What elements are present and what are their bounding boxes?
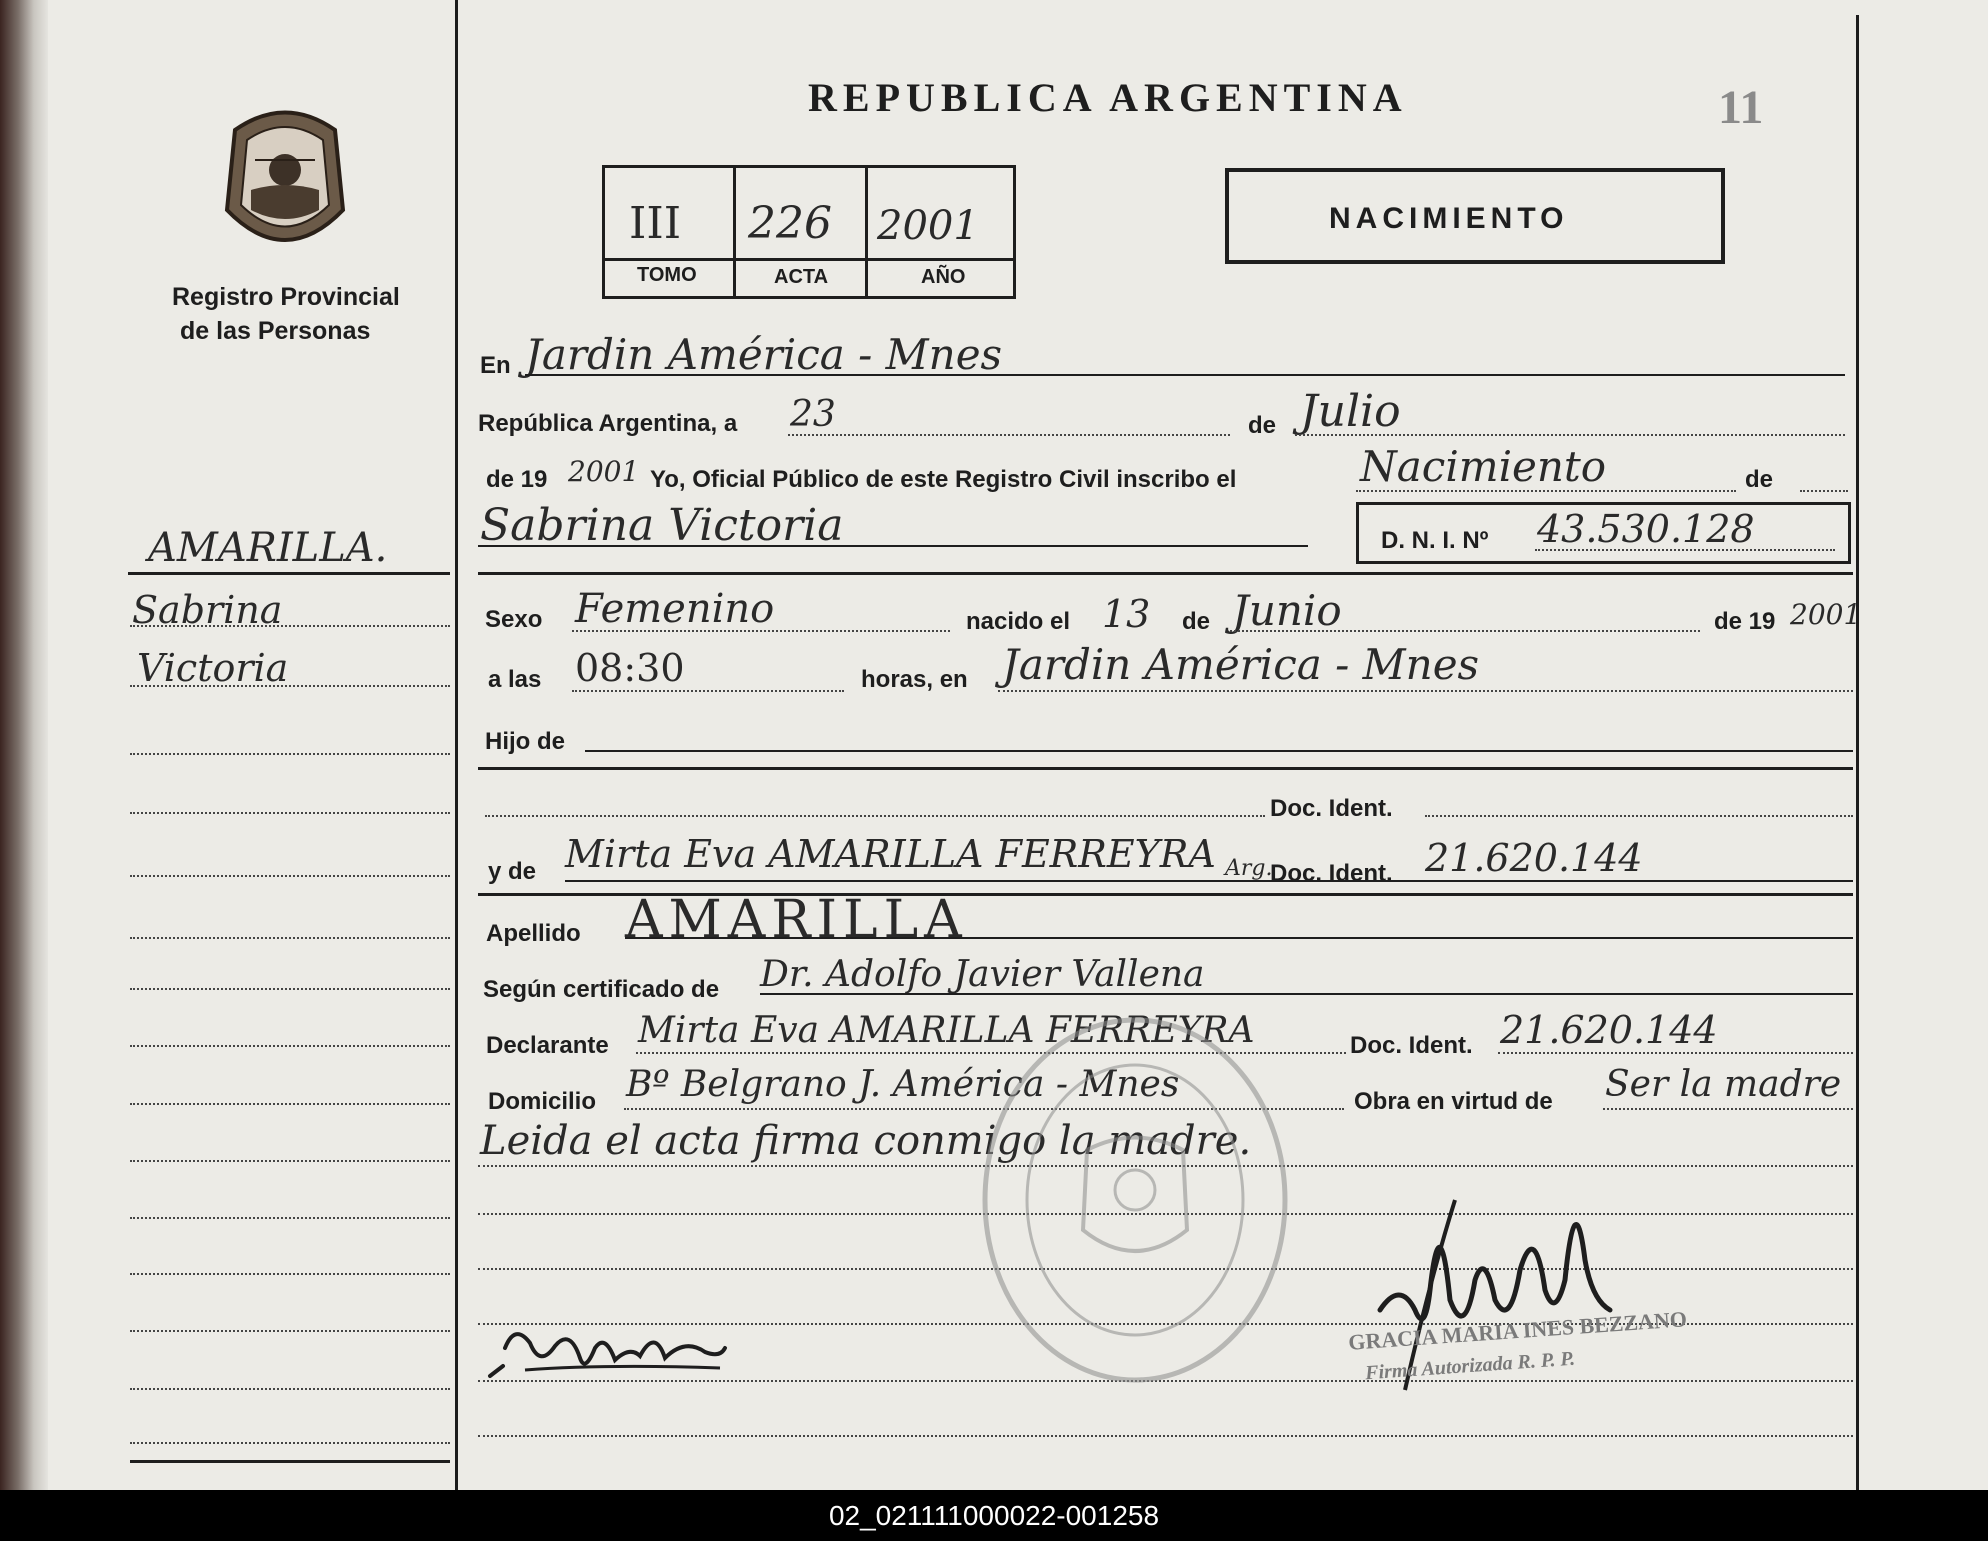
margin-line <box>130 625 450 627</box>
horas-label: horas, en <box>861 666 968 693</box>
hour-value: 08:30 <box>575 646 685 690</box>
obra-label: Obra en virtud de <box>1354 1088 1553 1115</box>
yo-label: Yo, Oficial Público de este Registro Civil inscribo el <box>650 466 1237 493</box>
declarante-doc-line <box>1498 1052 1853 1054</box>
day-value: 23 <box>790 394 836 435</box>
birth-place-value: Jardin América - Mnes <box>1002 640 1480 689</box>
registered-name: Sabrina Victoria <box>480 500 844 551</box>
birth-month-line <box>1230 630 1700 632</box>
mother-line <box>565 880 1853 882</box>
segun-label: Según certificado de <box>483 976 720 1003</box>
record-type-box <box>1225 168 1725 264</box>
record-type-label: NACIMIENTO <box>1329 202 1569 235</box>
margin-line <box>130 1045 450 1047</box>
official-name: GRACIA MARIA INES BEZZANO <box>1347 1306 1688 1355</box>
margin-surname-rule <box>128 572 450 575</box>
anio-value: 2001 <box>877 203 979 249</box>
hijo-label: Hijo de <box>485 728 566 755</box>
de19-label: de 19 <box>486 466 548 493</box>
father-line <box>485 815 1265 817</box>
domicilio-label: Domicilio <box>488 1088 597 1115</box>
birth-year-value: 2001 <box>1790 598 1862 631</box>
margin-line <box>130 685 450 687</box>
doc2-label: Doc. Ident. <box>1270 860 1393 887</box>
hijo-rule <box>478 767 1853 770</box>
margin-surname: AMARILLA. <box>148 525 388 571</box>
yde-label: y de <box>488 858 537 885</box>
apellido-value: AMARILLA <box>625 890 968 950</box>
nacido-label: nacido el <box>966 608 1071 635</box>
obra-value: Ser la madre <box>1605 1064 1842 1105</box>
mother-value: Mirta Eva AMARILLA FERREYRA <box>565 832 1216 876</box>
margin-bottom-rule <box>130 1460 450 1463</box>
margin-name2: Victoria <box>137 646 289 690</box>
birth-month-value: Junio <box>1232 586 1342 635</box>
acta-value: 226 <box>748 198 832 249</box>
day-line <box>788 434 1230 436</box>
margin-line <box>130 1330 450 1332</box>
right-page-rule <box>1856 15 1859 1490</box>
apellido-label: Apellido <box>486 920 581 947</box>
margin-line <box>130 1160 450 1162</box>
doc-line <box>1425 815 1853 817</box>
en-line <box>525 374 1845 376</box>
file-id-bar: 02_021111000022-001258 <box>0 1490 1988 1541</box>
margin-line <box>130 937 450 939</box>
mother-doc-prefix: Arg. <box>1225 856 1273 881</box>
sexo-label: Sexo <box>485 606 543 633</box>
margin-line <box>130 812 450 814</box>
declarante-value: Mirta Eva AMARILLA FERREYRA <box>638 1010 1255 1051</box>
name-line <box>478 545 1308 547</box>
sexo-line <box>572 630 950 632</box>
official-stamp-icon <box>975 1010 1295 1390</box>
de19b-label: de 19 <box>1714 608 1776 635</box>
margin-line <box>130 875 450 877</box>
doctor-value: Dr. Adolfo Javier Vallena <box>760 954 1205 995</box>
dni-box <box>1356 502 1851 564</box>
doc3-label: Doc. Ident. <box>1350 1032 1473 1059</box>
declarante-doc-value: 21.620.144 <box>1500 1008 1718 1052</box>
doctor-line <box>760 993 1853 995</box>
margin-line <box>130 1103 450 1105</box>
republica-label: República Argentina, a <box>478 410 738 437</box>
left-column-rule <box>455 0 458 1490</box>
official-role: Firma Autorizada R. P. P. <box>1364 1347 1576 1385</box>
margin-line <box>130 1273 450 1275</box>
month-value: Julio <box>1300 386 1401 437</box>
alas-label: a las <box>488 666 542 693</box>
hijo-line <box>585 750 1853 752</box>
event-value: Nacimiento <box>1360 442 1607 491</box>
book-binding <box>0 0 48 1490</box>
de2-label: de <box>1745 466 1774 493</box>
declarant-signature <box>485 1318 735 1388</box>
blank-line <box>478 1435 1853 1437</box>
dni-value: 43.530.128 <box>1537 507 1755 551</box>
mother-doc-value: 21.620.144 <box>1425 836 1643 880</box>
doc-label: Doc. Ident. <box>1270 795 1393 822</box>
margin-line <box>130 988 450 990</box>
en-value: Jardin América - Mnes <box>525 330 1003 379</box>
birth-place-line <box>998 690 1853 692</box>
margin-line <box>130 1388 450 1390</box>
de2-line <box>1800 490 1848 492</box>
month-line <box>1295 434 1845 436</box>
obra-line <box>1603 1108 1853 1110</box>
apellido-line <box>625 937 1853 939</box>
hour-line <box>572 690 844 692</box>
anio-label: AÑO <box>921 266 966 288</box>
sexo-value: Femenino <box>575 586 775 632</box>
registry-title-line1: Registro Provincial <box>172 283 400 311</box>
folio-number: 11 <box>1718 81 1764 134</box>
year-value: 2001 <box>568 455 640 488</box>
tomo-value: III <box>629 198 682 249</box>
record-id-grid <box>602 165 1016 299</box>
en-label: En <box>480 352 511 379</box>
event-line <box>1356 490 1736 492</box>
tomo-label: TOMO <box>637 264 697 286</box>
de-label: de <box>1248 412 1277 439</box>
margin-line <box>130 1442 450 1444</box>
section-rule <box>478 572 1853 575</box>
declarante-label: Declarante <box>486 1032 609 1059</box>
dni-line <box>1535 549 1835 551</box>
nota-value: Leida el acta firma conmigo la madre. <box>480 1118 1252 1164</box>
margin-line <box>130 1217 450 1219</box>
acta-label: ACTA <box>774 266 829 288</box>
registry-title-line2: de las Personas <box>180 317 371 345</box>
de3-label: de <box>1182 608 1211 635</box>
margin-name1: Sabrina <box>132 588 283 632</box>
country-title: REPUBLICA ARGENTINA <box>808 75 1408 120</box>
margin-line <box>130 753 450 755</box>
birth-day-value: 13 <box>1102 592 1151 636</box>
dni-label: D. N. I. Nº <box>1381 527 1489 554</box>
province-seal-icon <box>215 100 355 260</box>
domicilio-value: Bº Belgrano J. América - Mnes <box>626 1064 1180 1105</box>
